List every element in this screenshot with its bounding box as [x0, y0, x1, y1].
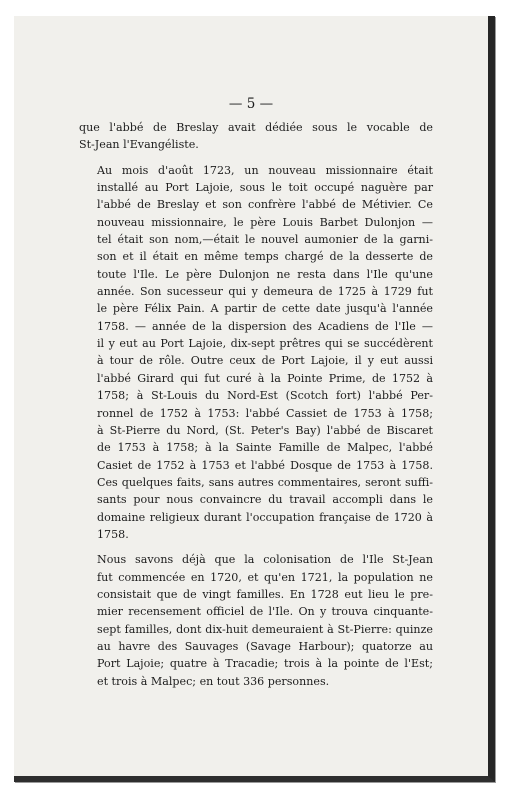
paragraph — [79, 119, 433, 154]
text-line: que l'abbé de Breslay avait dédiée sous le vocable de — [79, 121, 433, 134]
text-line: 1758. — [97, 527, 129, 541]
text-line: il y eut au Port Lajoie, dix-sept prêtres qui se succédèrent — [97, 337, 433, 351]
text-line: Ces quelques faits, sans autres commentaires, seront suffi- — [97, 475, 433, 489]
text-line: Casiet de 1752 à 1753 et l'abbé Dosque de 1753 à 1758. — [97, 458, 433, 472]
paragraph — [79, 551, 433, 690]
page-number: — 5 — — [228, 96, 274, 112]
text-line: consistait que de vingt familles. En 1728 eut lieu le pre- — [97, 587, 433, 601]
text-line: de 1753 à 1758; à la Sainte Famille de Malpec, l'abbé — [97, 441, 433, 455]
text-line: nouveau missionnaire, le père Louis Barbet Dulonjon — — [97, 215, 433, 229]
book-page — [14, 16, 495, 782]
text-line: sants pour nous convaincre du travail accompli dans le — [97, 493, 433, 507]
body-text — [79, 119, 433, 690]
text-line: et trois à Malpec; en tout 336 personnes. — [97, 674, 330, 688]
text-line: St-Jean l'Evangéliste. — [79, 138, 199, 152]
text-line: sept familles, dont dix-huit demeuraient à St-Pierre: quinze — [97, 622, 433, 636]
text-line: au havre des Sauvages (Savage Harbour); quatorze au — [97, 639, 433, 653]
text-line: Au mois d'août 1723, un nouveau missionnaire était — [97, 163, 433, 177]
text-line: à tour de rôle. Outre ceux de Port Lajoie, il y eut aussi — [97, 354, 433, 368]
text-line: le père Félix Pain. A partir de cette date jusqu'à l'année — [97, 302, 433, 316]
text-line: 1758; à St-Louis du Nord-Est (Scotch fort) l'abbé Per- — [97, 389, 433, 403]
text-line: à St-Pierre du Nord, (St. Peter's Bay) l'abbé de Biscaret — [97, 423, 433, 437]
text-line: l'abbé de Breslay et son confrère l'abbé de Métivier. Ce — [97, 198, 433, 212]
text-line: toute l'Ile. Le père Dulonjon ne resta dans l'Ile qu'une — [97, 267, 433, 281]
text-line: mier recensement officiel de l'Ile. On y trouva cinquante- — [97, 605, 433, 619]
text-line: l'abbé Girard qui fut curé à la Pointe Prime, de 1752 à — [97, 371, 433, 385]
text-line: 1758. — année de la dispersion des Acadiens de l'Ile — — [97, 319, 433, 333]
text-line: Port Lajoie; quatre à Tracadie; trois à la pointe de l'Est; — [97, 657, 433, 671]
text-line: Nous savons déjà que la colonisation de l'Ile St-Jean — [97, 553, 433, 567]
text-line: fut commencée en 1720, et qu'en 1721, la population ne — [97, 570, 433, 584]
text-line: tel était son nom,—était le nouvel aumonier de la garni- — [97, 233, 433, 247]
text-line: installé au Port Lajoie, sous le toit occupé naguère par — [97, 181, 433, 195]
text-line: ronnel de 1752 à 1753: l'abbé Cassiet de 1753 à 1758; — [97, 406, 433, 420]
paragraph — [79, 162, 433, 544]
text-line: son et il était en même temps chargé de la desserte de — [97, 250, 433, 264]
text-line: domaine religieux durant l'occupation française de 1720 à — [97, 510, 433, 524]
text-line: année. Son sucesseur qui y demeura de 1725 à 1729 fut — [97, 285, 433, 299]
